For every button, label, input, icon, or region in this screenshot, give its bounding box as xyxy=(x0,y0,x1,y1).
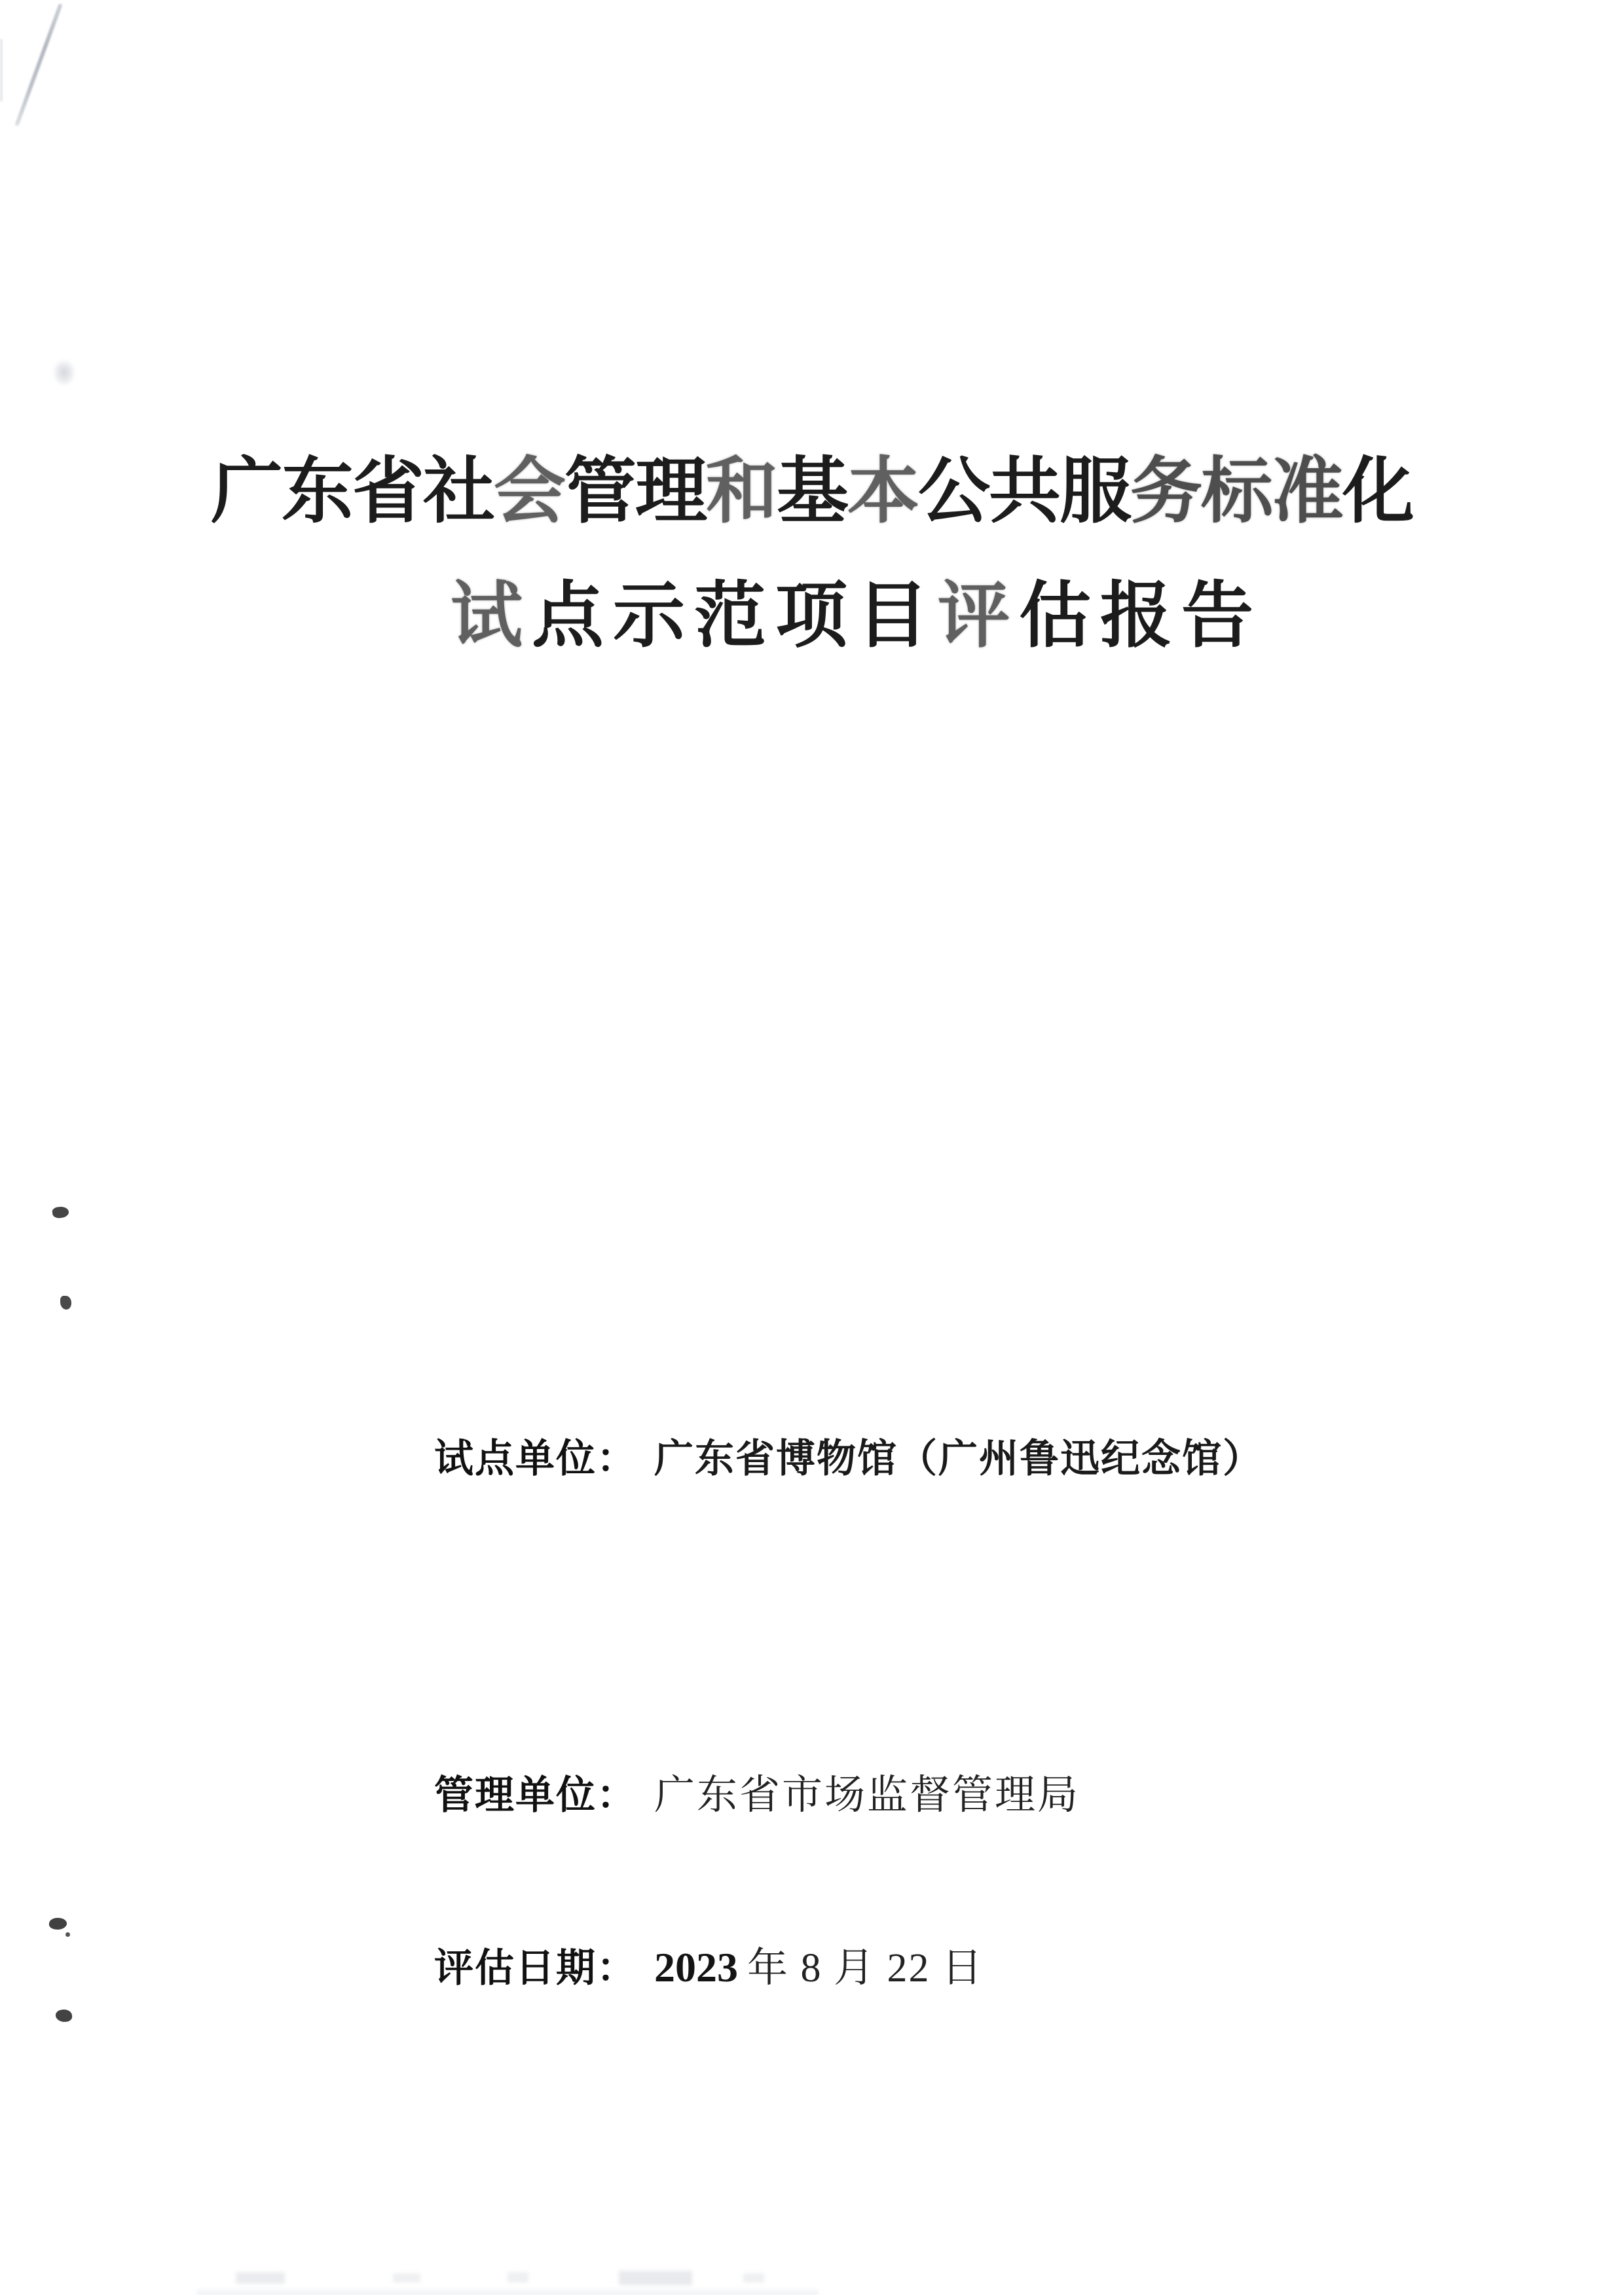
ink-speck xyxy=(55,2009,73,2023)
admin-unit-value: 广东省市场监督管理局 xyxy=(654,1773,1080,1818)
title-char: 服 xyxy=(1060,451,1130,532)
ink-speck xyxy=(52,1205,69,1219)
title-char: 广 xyxy=(211,451,282,532)
scan-scratch-mark xyxy=(14,3,62,126)
report-title-line1 xyxy=(0,451,1624,532)
title-char: 评 xyxy=(938,576,1019,656)
field-eval-date xyxy=(434,1945,984,1991)
title-char: 化 xyxy=(1342,451,1413,532)
title-char: 会 xyxy=(494,451,564,532)
eval-date-label: 评估日期： xyxy=(434,1946,637,1990)
ink-speck xyxy=(65,1932,70,1937)
scan-streak xyxy=(743,2273,764,2283)
title-char: 示 xyxy=(613,576,694,656)
title-char: 管 xyxy=(564,451,635,532)
title-char: 估 xyxy=(1019,576,1100,656)
title-char: 理 xyxy=(635,451,706,532)
title-char: 目 xyxy=(857,576,938,656)
scan-smudge xyxy=(52,359,76,386)
title-char: 本 xyxy=(847,451,918,532)
page-edge-shadow xyxy=(196,2287,819,2295)
title-char: 务 xyxy=(1130,451,1201,532)
title-char: 和 xyxy=(706,451,777,532)
title-char: 公 xyxy=(918,451,989,532)
title-char: 报 xyxy=(1100,576,1181,656)
ink-speck xyxy=(48,1917,67,1931)
title-char: 标 xyxy=(1201,451,1272,532)
scan-streak xyxy=(393,2273,420,2283)
title-char: 项 xyxy=(775,576,857,656)
eval-date-year: 2023 xyxy=(654,1944,738,1991)
title-char: 东 xyxy=(282,451,352,532)
scan-edge-mark xyxy=(0,39,3,101)
title-char: 共 xyxy=(989,451,1060,532)
title-char: 点 xyxy=(532,576,613,656)
title-char: 基 xyxy=(777,451,847,532)
admin-unit-label: 管理单位： xyxy=(434,1773,637,1817)
scan-streak xyxy=(507,2272,528,2283)
title-char: 社 xyxy=(423,451,494,532)
title-char: 准 xyxy=(1272,451,1342,532)
report-title-line2 xyxy=(45,576,1624,656)
ink-speck xyxy=(60,1296,71,1310)
scan-streak xyxy=(619,2271,692,2285)
title-char: 范 xyxy=(694,576,775,656)
pilot-unit-value: 广东省博物馆（广州鲁迅纪念馆） xyxy=(654,1437,1263,1480)
eval-date-rest: 年 8 月 22 日 xyxy=(747,1946,984,1991)
pilot-unit-label: 试点单位： xyxy=(434,1437,637,1480)
title-char: 省 xyxy=(352,451,423,532)
title-char: 试 xyxy=(451,576,532,656)
field-pilot-unit xyxy=(434,1437,1263,1480)
field-admin-unit xyxy=(434,1773,1080,1818)
scan-streak xyxy=(236,2272,285,2284)
title-char: 告 xyxy=(1181,576,1263,656)
